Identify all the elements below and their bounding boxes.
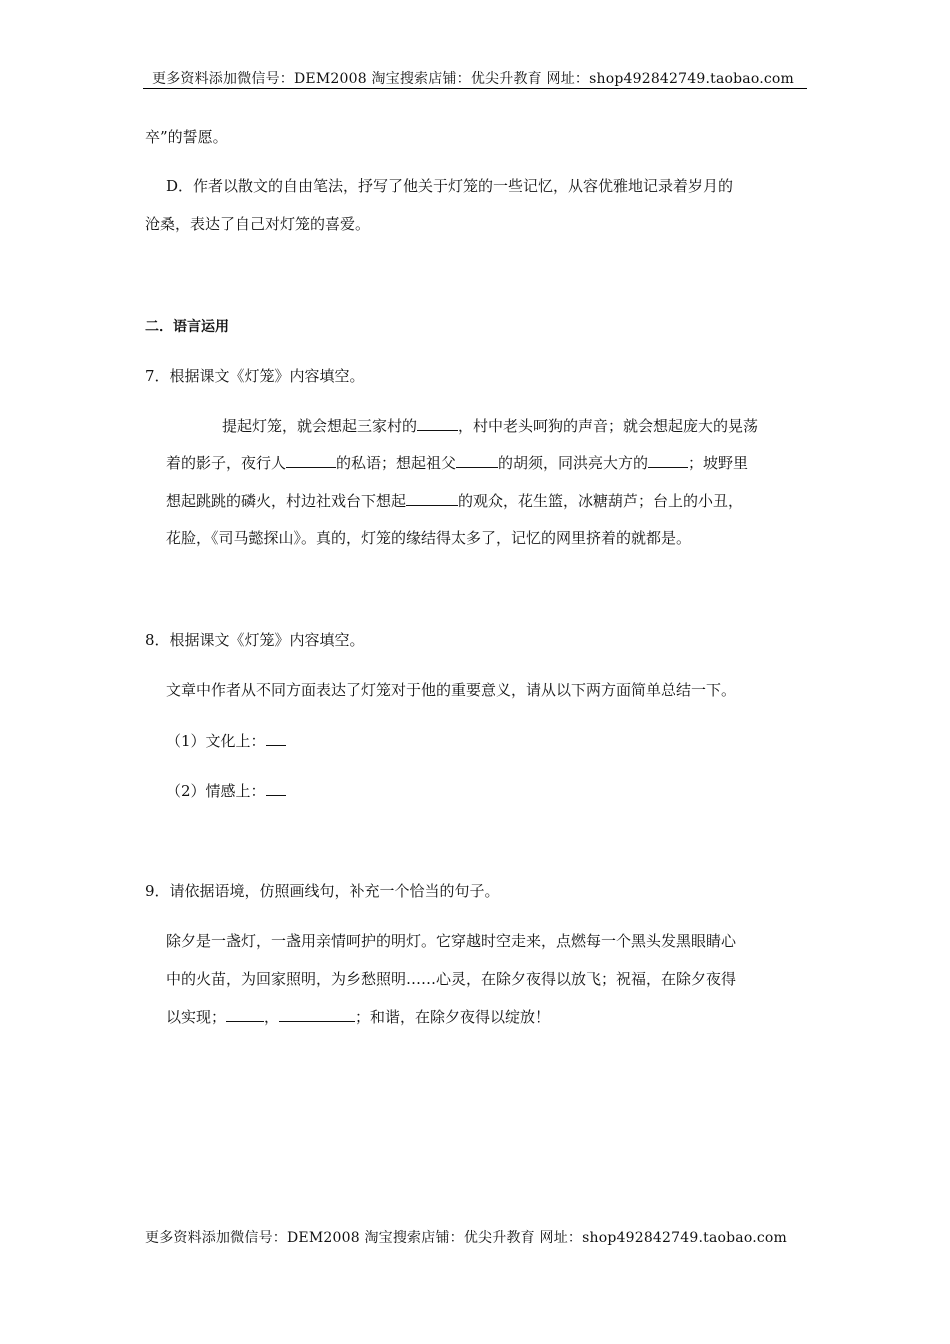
fill-blank[interactable] [456, 453, 498, 468]
option-d-line2: 沧桑，表达了自己对灯笼的喜爱。 [145, 215, 371, 233]
page-footer: 更多资料添加微信号：DEM2008 淘宝搜索店铺：优尖升教育 网址：shop492842749.taobao.com [145, 1230, 788, 1246]
q7-line3 [166, 490, 743, 512]
fill-blank[interactable] [286, 453, 336, 468]
q7-text: 的私语；想起祖父 [336, 454, 457, 472]
answer-blank[interactable] [266, 781, 286, 796]
q7-stem: 7．根据课文《灯笼》内容填空。 [145, 367, 365, 385]
q9-stem: 9．请依据语境，仿照画线句，补充一个恰当的句子。 [145, 882, 500, 900]
fill-blank[interactable] [648, 453, 688, 468]
q7-text: 的观众，花生篮，冰糖葫芦；台上的小丑， [458, 492, 744, 510]
carryover-line: 卒”的誓愿。 [145, 128, 228, 146]
fill-blank[interactable] [417, 416, 458, 431]
q9-text: ；和谐，在除夕夜得以绽放！ [355, 1008, 551, 1026]
header-rule [143, 88, 807, 89]
q8-item2-label: （2）情感上： [166, 782, 266, 800]
page-header: 更多资料添加微信号：DEM2008 淘宝搜索店铺：优尖升教育 网址：shop492842749.taobao.com [152, 71, 795, 87]
q9-text: ， [264, 1008, 280, 1026]
q9-text: 以实现； [166, 1008, 227, 1026]
fill-blank[interactable] [226, 1007, 264, 1022]
q8-item2 [166, 780, 286, 802]
q8-item1 [166, 730, 286, 752]
q7-line1 [222, 415, 758, 437]
fill-blank[interactable] [279, 1007, 355, 1022]
q8-item1-label: （1）文化上： [166, 732, 266, 750]
q7-line2 [166, 452, 748, 474]
q7-line4: 花脸，《司马懿探山》。真的，灯笼的缘结得太多了，记忆的网里挤着的就都是。 [166, 529, 692, 547]
q7-text: ；坡野里 [688, 454, 749, 472]
q7-text: 的胡须，同洪亮大方的 [498, 454, 649, 472]
q8-intro: 文章中作者从不同方面表达了灯笼对于他的重要意义，请从以下两方面简单总结一下。 [166, 681, 737, 699]
q9-line2: 中的火苗，为回家照明，为乡愁照明……心灵，在除夕夜得以放飞；祝福，在除夕夜得 [166, 970, 737, 988]
q8-stem: 8．根据课文《灯笼》内容填空。 [145, 631, 365, 649]
q9-line3 [166, 1006, 550, 1028]
answer-blank[interactable] [266, 731, 286, 746]
q7-text: 提起灯笼，就会想起三家村的 [222, 417, 418, 435]
fill-blank[interactable] [406, 491, 458, 506]
q7-text: 着的影子，夜行人 [166, 454, 287, 472]
option-d-line1: D．作者以散文的自由笔法，抒写了他关于灯笼的一些记忆，从容优雅地记录着岁月的 [166, 177, 734, 195]
q7-text: ，村中老头呵狗的声音；就会想起庞大的晃荡 [458, 417, 759, 435]
q7-text: 想起跳跳的磷火，村边社戏台下想起 [166, 492, 407, 510]
section-title: 二．语言运用 [145, 319, 229, 335]
q9-line1: 除夕是一盏灯，一盏用亲情呵护的明灯。它穿越时空走来，点燃每一个黑头发黑眼睛心 [166, 932, 737, 950]
